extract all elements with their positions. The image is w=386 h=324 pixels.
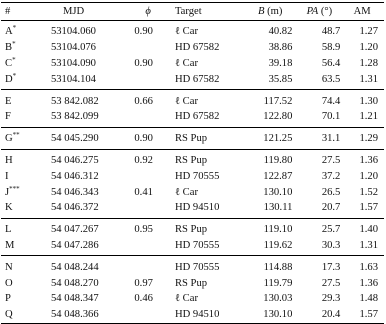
row-id-label: A <box>5 26 13 38</box>
col-header-phase: ϕ <box>131 3 165 21</box>
table-row <box>1 218 384 237</box>
cell-baseline: 40.82 <box>268 26 293 38</box>
cell-mjd: 54 048.270 <box>50 277 99 289</box>
cell-id <box>1 71 33 89</box>
table-row <box>1 200 384 218</box>
table-row <box>1 168 384 184</box>
cell-target: HD 67582 <box>174 42 220 54</box>
row-id-label: C <box>5 57 13 69</box>
cell-mjd: 54 048.366 <box>33 307 131 323</box>
cell-baseline: 122.80 <box>245 109 295 127</box>
row-id-note-marker: *** <box>9 184 20 193</box>
table-row <box>1 127 384 149</box>
cell-airmass: 1.30 <box>359 95 378 107</box>
cell-airmass: 1.28 <box>359 57 378 69</box>
cell-target: RS Pup <box>174 277 208 289</box>
row-id-note-marker: * <box>12 71 17 80</box>
row-id-label: O <box>5 277 13 289</box>
cell-baseline: 119.80 <box>263 154 293 166</box>
cell-position-angle: 17.3 <box>321 261 341 273</box>
row-id-label: D <box>5 73 13 85</box>
cell-mjd: 53 842.099 <box>33 109 131 127</box>
table-row <box>1 149 384 168</box>
row-id-label: N <box>5 261 13 273</box>
cell-id <box>1 109 33 127</box>
cell-baseline: 114.88 <box>263 261 293 273</box>
cell-airmass: 1.57 <box>343 200 384 218</box>
cell-target: HD 94510 <box>165 307 245 323</box>
cell-id <box>1 90 33 109</box>
cell-airmass: 1.31 <box>343 71 384 89</box>
row-id-label: F <box>5 111 11 123</box>
table-row <box>1 238 384 256</box>
cell-airmass: 1.21 <box>343 109 384 127</box>
cell-position-angle: 63.5 <box>295 71 343 89</box>
cell-id <box>1 238 33 256</box>
cell-id <box>1 218 33 237</box>
cell-phase: 0.66 <box>134 95 153 107</box>
col-header-baseline: B (m) <box>245 3 295 21</box>
cell-position-angle: 27.5 <box>321 154 341 166</box>
cell-target: RS Pup <box>165 127 245 149</box>
cell-id <box>1 256 33 275</box>
cell-mjd: 54 046.312 <box>50 170 99 182</box>
cell-airmass: 1.27 <box>359 26 378 38</box>
row-id-note-marker: ** <box>12 131 20 140</box>
cell-position-angle: 74.4 <box>321 95 341 107</box>
cell-target: HD 67582 <box>165 71 245 89</box>
cell-position-angle: 37.2 <box>321 170 341 182</box>
cell-target: RS Pup <box>174 224 208 236</box>
table-header <box>1 3 384 21</box>
row-id-label: L <box>5 224 12 236</box>
table-row <box>1 109 384 127</box>
table-body <box>1 21 384 324</box>
cell-target: ℓ Car <box>174 293 198 305</box>
cell-position-angle: 29.3 <box>321 293 341 305</box>
cell-airmass: 1.52 <box>359 186 378 198</box>
cell-baseline: 119.10 <box>263 224 293 236</box>
row-id-note-marker: * <box>12 24 17 33</box>
cell-position-angle: 70.1 <box>295 109 343 127</box>
row-id-label: G <box>5 133 13 145</box>
cell-phase: 0.90 <box>131 127 165 149</box>
cell-target: ℓ Car <box>174 26 198 38</box>
row-id-label: E <box>5 95 12 107</box>
cell-target: HD 70555 <box>174 261 220 273</box>
cell-baseline: 39.18 <box>268 57 293 69</box>
cell-position-angle: 48.7 <box>321 26 341 38</box>
cell-target: ℓ Car <box>174 95 198 107</box>
cell-target: HD 70555 <box>174 170 220 182</box>
cell-phase <box>131 40 165 56</box>
cell-id <box>1 307 33 323</box>
row-id-label: K <box>5 202 13 214</box>
cell-airmass: 1.31 <box>343 238 384 256</box>
cell-baseline: 35.85 <box>245 71 295 89</box>
col-header-target: Target <box>165 3 245 21</box>
col-header-airmass: AM <box>343 3 384 21</box>
table-row <box>1 291 384 307</box>
cell-id <box>1 291 33 307</box>
col-header-mjd: MJD <box>33 3 131 21</box>
table-row <box>1 21 384 40</box>
row-id-note-marker: * <box>12 40 16 49</box>
table-row <box>1 90 384 109</box>
cell-phase <box>131 71 165 89</box>
cell-phase: 0.41 <box>134 186 153 198</box>
table-row <box>1 275 384 291</box>
cell-mjd: 54 047.286 <box>33 238 131 256</box>
row-id-note-marker: * <box>12 55 16 64</box>
cell-mjd: 54 047.267 <box>50 224 99 236</box>
cell-position-angle: 20.7 <box>295 200 343 218</box>
cell-position-angle: 58.9 <box>321 42 341 54</box>
cell-target: RS Pup <box>174 154 208 166</box>
cell-target: HD 70555 <box>165 238 245 256</box>
cell-mjd: 53104.060 <box>50 26 96 38</box>
row-id-label: P <box>5 293 11 305</box>
cell-phase <box>131 256 165 275</box>
cell-id <box>1 56 33 72</box>
cell-airmass: 1.36 <box>359 154 378 166</box>
cell-airmass: 1.48 <box>359 293 378 305</box>
cell-position-angle: 56.4 <box>321 57 341 69</box>
cell-phase: 0.46 <box>134 293 153 305</box>
cell-mjd: 54 046.275 <box>50 154 99 166</box>
cell-mjd: 54 046.372 <box>33 200 131 218</box>
cell-airmass: 1.20 <box>359 42 378 54</box>
cell-baseline: 119.62 <box>245 238 295 256</box>
cell-baseline: 121.25 <box>245 127 295 149</box>
row-id-label: B <box>5 42 13 54</box>
cell-phase <box>131 168 165 184</box>
cell-mjd: 54 048.244 <box>50 261 99 273</box>
cell-id <box>1 184 33 200</box>
header-row <box>1 3 384 21</box>
table-row <box>1 307 384 323</box>
cell-mjd: 53104.090 <box>50 57 96 69</box>
cell-position-angle: 25.7 <box>321 224 341 236</box>
table-row <box>1 71 384 89</box>
cell-id <box>1 127 33 149</box>
cell-baseline: 130.11 <box>245 200 295 218</box>
col-header-position-angle: PA (°) <box>295 3 343 21</box>
table-row <box>1 40 384 56</box>
table-row <box>1 184 384 200</box>
cell-id <box>1 168 33 184</box>
cell-phase <box>131 238 165 256</box>
cell-phase: 0.97 <box>134 277 153 289</box>
cell-baseline: 122.87 <box>263 170 293 182</box>
cell-target: HD 67582 <box>165 109 245 127</box>
cell-baseline: 130.10 <box>245 307 295 323</box>
cell-position-angle: 26.5 <box>321 186 341 198</box>
cell-phase <box>131 200 165 218</box>
cell-position-angle: 31.1 <box>295 127 343 149</box>
observation-table <box>1 2 384 324</box>
cell-id <box>1 40 33 56</box>
cell-id <box>1 275 33 291</box>
cell-phase: 0.90 <box>134 57 153 69</box>
row-id-label: M <box>5 239 15 251</box>
cell-baseline: 119.79 <box>263 277 293 289</box>
cell-airmass: 1.40 <box>359 224 378 236</box>
cell-id <box>1 149 33 168</box>
cell-phase: 0.95 <box>134 224 153 236</box>
row-id-label: H <box>5 154 13 166</box>
cell-phase <box>131 307 165 323</box>
cell-baseline: 38.86 <box>268 42 293 54</box>
cell-airmass: 1.20 <box>359 170 378 182</box>
row-id-label: I <box>5 170 9 182</box>
cell-position-angle: 20.4 <box>295 307 343 323</box>
cell-phase <box>131 109 165 127</box>
cell-position-angle: 27.5 <box>321 277 341 289</box>
cell-airmass: 1.63 <box>359 261 378 273</box>
cell-mjd: 54 046.343 <box>50 186 99 198</box>
cell-position-angle: 30.3 <box>295 238 343 256</box>
cell-airmass: 1.29 <box>343 127 384 149</box>
cell-baseline: 130.03 <box>263 293 293 305</box>
cell-target: HD 94510 <box>165 200 245 218</box>
cell-target: ℓ Car <box>174 186 198 198</box>
cell-mjd: 53 842.082 <box>50 95 99 107</box>
cell-mjd: 54 048.347 <box>50 293 99 305</box>
row-id-label: J <box>5 186 10 198</box>
cell-airmass: 1.57 <box>343 307 384 323</box>
table-row <box>1 256 384 275</box>
cell-mjd: 53104.104 <box>33 71 131 89</box>
cell-airmass: 1.36 <box>359 277 378 289</box>
cell-mjd: 53104.076 <box>50 42 96 54</box>
cell-baseline: 130.10 <box>263 186 293 198</box>
table-row <box>1 56 384 72</box>
cell-target: ℓ Car <box>174 57 198 69</box>
cell-id <box>1 200 33 218</box>
cell-baseline: 117.52 <box>263 95 293 107</box>
cell-mjd: 54 045.290 <box>33 127 131 149</box>
cell-id <box>1 21 33 40</box>
row-id-label: Q <box>5 309 13 321</box>
col-header-id: # <box>1 3 33 21</box>
cell-phase: 0.90 <box>134 26 153 38</box>
cell-phase: 0.92 <box>134 154 153 166</box>
